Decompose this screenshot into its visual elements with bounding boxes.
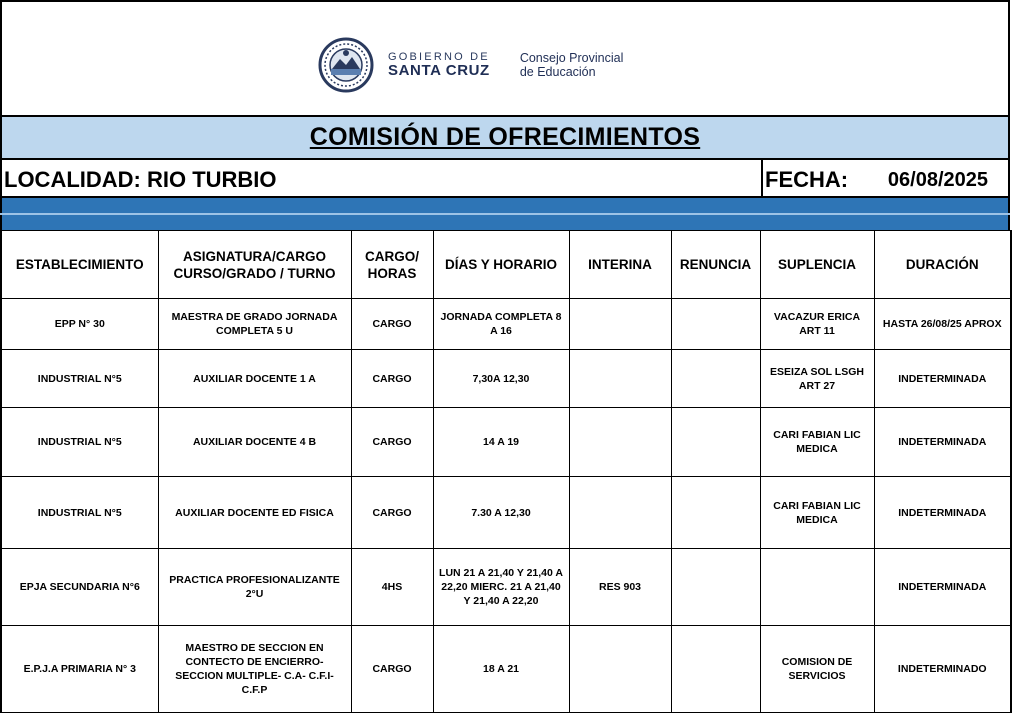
cell-dias: 18 A 21 xyxy=(433,626,569,713)
table-header-row xyxy=(1,231,1011,299)
header-cargo-line1: CARGO/ xyxy=(365,248,419,264)
cell-establecimiento: EPJA SECUNDARIA N°6 xyxy=(1,549,158,626)
cell-cargo: CARGO xyxy=(351,408,433,477)
table-row xyxy=(1,350,1011,408)
cell-duracion: INDETERMINADO xyxy=(874,626,1011,713)
table-row xyxy=(1,477,1011,549)
cell-suplencia: COMISION DE SERVICIOS xyxy=(760,626,874,713)
cell-duracion: INDETERMINADA xyxy=(874,408,1011,477)
cell-duracion: INDETERMINADA xyxy=(874,350,1011,408)
cell-dias: LUN 21 A 21,40 Y 21,40 A 22,20 MIERC. 21 A 21,40 Y 21,40 A 22,20 xyxy=(433,549,569,626)
fecha-label: FECHA: xyxy=(765,167,849,192)
cell-dias: JORNADA COMPLETA 8 A 16 xyxy=(433,299,569,350)
header-suplencia: SUPLENCIA xyxy=(760,231,874,299)
consejo-line1: Consejo Provincial xyxy=(519,51,624,65)
cell-suplencia: VACAZUR ERICA ART 11 xyxy=(760,299,874,350)
blue-band-top xyxy=(0,198,1010,213)
gov-small-text: GOBIERNO DE xyxy=(388,51,490,63)
cell-cargo: CARGO xyxy=(351,350,433,408)
cell-dias: 14 A 19 xyxy=(433,408,569,477)
table-row xyxy=(1,299,1011,350)
cell-renuncia xyxy=(671,626,760,713)
cell-duracion: HASTA 26/08/25 APROX xyxy=(874,299,1011,350)
cell-asignatura: PRACTICA PROFESIONALIZANTE 2°U xyxy=(158,549,351,626)
cell-asignatura: MAESTRO DE SECCION EN CONTECTO DE ENCIERRO- SECCION MULTIPLE- C.A- C.F.I- C.F.P xyxy=(158,626,351,713)
offers-table xyxy=(0,230,1012,713)
cell-interina xyxy=(569,299,671,350)
header-cargo xyxy=(351,231,433,299)
cell-renuncia xyxy=(671,350,760,408)
cell-establecimiento: INDUSTRIAL N°5 xyxy=(1,477,158,549)
fecha-value: 06/08/2025 xyxy=(887,169,988,191)
cell-cargo: CARGO xyxy=(351,626,433,713)
cell-duracion: INDETERMINADA xyxy=(874,549,1011,626)
blue-band-bottom xyxy=(0,215,1010,230)
logo xyxy=(318,35,623,95)
cell-establecimiento: INDUSTRIAL N°5 xyxy=(1,408,158,477)
cell-interina xyxy=(569,477,671,549)
cell-renuncia xyxy=(671,299,760,350)
cell-suplencia xyxy=(760,549,874,626)
header-box xyxy=(0,0,1010,117)
cell-interina xyxy=(569,350,671,408)
gov-big-text: SANTA CRUZ xyxy=(388,62,490,79)
page-title: COMISIÓN DE OFRECIMIENTOS xyxy=(309,123,701,151)
table-row xyxy=(1,549,1011,626)
cell-renuncia xyxy=(671,549,760,626)
cell-asignatura: AUXILIAR DOCENTE ED FISICA xyxy=(158,477,351,549)
government-name xyxy=(388,51,490,79)
cell-asignatura: AUXILIAR DOCENTE 1 A xyxy=(158,350,351,408)
cell-interina: RES 903 xyxy=(569,549,671,626)
cell-asignatura: AUXILIAR DOCENTE 4 B xyxy=(158,408,351,477)
cell-establecimiento: EPP N° 30 xyxy=(1,299,158,350)
location-row xyxy=(0,158,1010,198)
cell-renuncia xyxy=(671,477,760,549)
header-establecimiento: ESTABLECIMIENTO xyxy=(1,231,158,299)
header-renuncia: RENUNCIA xyxy=(671,231,760,299)
cell-cargo: 4HS xyxy=(351,549,433,626)
header-asignatura xyxy=(158,231,351,299)
cell-duracion: INDETERMINADA xyxy=(874,477,1011,549)
table-row xyxy=(1,408,1011,477)
consejo-name xyxy=(520,51,624,79)
cell-asignatura: MAESTRA DE GRADO JORNADA COMPLETA 5 U xyxy=(158,299,351,350)
cell-suplencia: ESEIZA SOL LSGH ART 27 xyxy=(760,350,874,408)
header-dias: DÍAS Y HORARIO xyxy=(433,231,569,299)
cell-renuncia xyxy=(671,408,760,477)
cell-establecimiento: E.P.J.A PRIMARIA N° 3 xyxy=(1,626,158,713)
header-duracion: DURACIÓN xyxy=(874,231,1011,299)
cell-suplencia: CARI FABIAN LIC MEDICA xyxy=(760,477,874,549)
header-cargo-line2: HORAS xyxy=(367,265,417,281)
fecha-cell xyxy=(761,160,1010,196)
title-band xyxy=(0,117,1010,158)
cell-cargo: CARGO xyxy=(351,299,433,350)
header-asignatura-line2: CURSO/GRADO / TURNO xyxy=(173,265,336,281)
cell-dias: 7.30 A 12,30 xyxy=(433,477,569,549)
cell-dias: 7,30A 12,30 xyxy=(433,350,569,408)
cell-interina xyxy=(569,408,671,477)
table-row xyxy=(1,626,1011,713)
header-asignatura-line1: ASIGNATURA/CARGO xyxy=(183,248,326,264)
cell-interina xyxy=(569,626,671,713)
consejo-line2: de Educación xyxy=(519,65,596,79)
cell-cargo: CARGO xyxy=(351,477,433,549)
province-seal-icon xyxy=(318,37,374,93)
localidad-label: LOCALIDAD: RIO TURBIO xyxy=(4,167,277,192)
cell-suplencia: CARI FABIAN LIC MEDICA xyxy=(760,408,874,477)
header-interina: INTERINA xyxy=(569,231,671,299)
cell-establecimiento: INDUSTRIAL N°5 xyxy=(1,350,158,408)
